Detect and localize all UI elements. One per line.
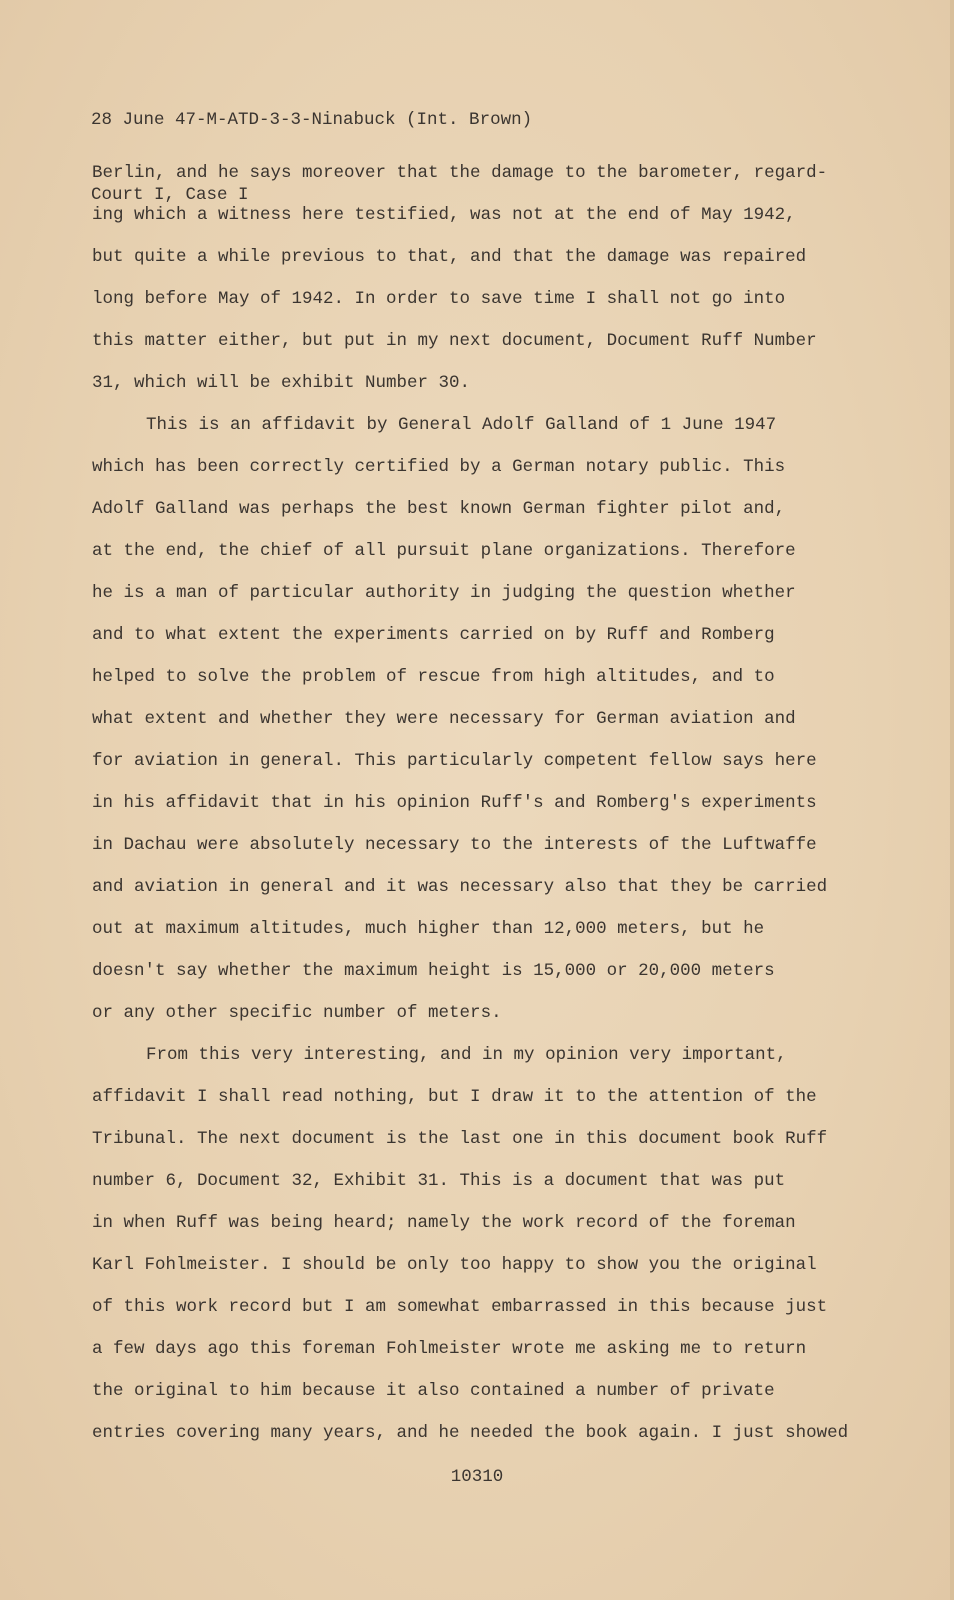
text-line: out at maximum altitudes, much higher than 12,000 meters, but he bbox=[92, 919, 765, 939]
text-line: entries covering many years, and he needed the book again. I just showed bbox=[92, 1423, 849, 1443]
text-line: of this work record but I am somewhat embarrassed in this because just bbox=[92, 1297, 828, 1317]
text-line: ing which a witness here testified, was not at the end of May 1942, bbox=[92, 205, 796, 225]
text-line: which has been correctly certified by a German notary public. This bbox=[92, 457, 786, 477]
text-line: helped to solve the problem of rescue from high altitudes, and to bbox=[92, 667, 775, 687]
page-edge bbox=[950, 0, 954, 1600]
text-line: doesn't say whether the maximum height is 15,000 or 20,000 meters bbox=[92, 961, 775, 981]
text-line: a few days ago this foreman Fohlmeister wrote me asking me to return bbox=[92, 1339, 807, 1359]
text-line: 31, which will be exhibit Number 30. bbox=[92, 373, 471, 393]
text-line: and to what extent the experiments carried on by Ruff and Romberg bbox=[92, 625, 775, 645]
text-line: in when Ruff was being heard; namely the work record of the foreman bbox=[92, 1213, 796, 1233]
text-line: and aviation in general and it was necessary also that they be carried bbox=[92, 877, 828, 897]
header-case-line: 28 June 47-M-ATD-3-3-Ninabuck (Int. Brown) bbox=[91, 110, 533, 130]
text-line: this matter either, but put in my next document, Document Ruff Number bbox=[92, 331, 817, 351]
page-number: 10310 bbox=[450, 1467, 504, 1487]
text-line: at the end, the chief of all pursuit plane organizations. Therefore bbox=[92, 541, 796, 561]
text-line: long before May of 1942. In order to save time I shall not go into bbox=[92, 289, 786, 309]
transcript-body bbox=[92, 158, 849, 1460]
text-line: what extent and whether they were necessary for German aviation and bbox=[92, 709, 796, 729]
text-line: Berlin, and he says moreover that the damage to the barometer, regard- bbox=[92, 163, 828, 183]
text-line: but quite a while previous to that, and that the damage was repaired bbox=[92, 247, 807, 267]
text-line: in his affidavit that in his opinion Ruff's and Romberg's experiments bbox=[92, 793, 817, 813]
text-line: Adolf Galland was perhaps the best known German fighter pilot and, bbox=[92, 499, 786, 519]
text-line: Karl Fohlmeister. I should be only too happy to show you the original bbox=[92, 1255, 817, 1275]
text-line: the original to him because it also contained a number of private bbox=[92, 1381, 775, 1401]
paragraph-start-line: From this very interesting, and in my opinion very important, bbox=[146, 1045, 787, 1065]
text-line: Tribunal. The next document is the last one in this document book Ruff bbox=[92, 1129, 828, 1149]
text-line: number 6, Document 32, Exhibit 31. This is a document that was put bbox=[92, 1171, 786, 1191]
paragraph-start-line: This is an affidavit by General Adolf Galland of 1 June 1947 bbox=[146, 415, 777, 435]
text-line: affidavit I shall read nothing, but I draw it to the attention of the bbox=[92, 1087, 817, 1107]
header-court-line: Court I, Case I bbox=[91, 185, 249, 205]
text-line: he is a man of particular authority in judging the question whether bbox=[92, 583, 796, 603]
text-line: for aviation in general. This particularly competent fellow says here bbox=[92, 751, 817, 771]
text-line: or any other specific number of meters. bbox=[92, 1003, 502, 1023]
text-line: in Dachau were absolutely necessary to the interests of the Luftwaffe bbox=[92, 835, 817, 855]
